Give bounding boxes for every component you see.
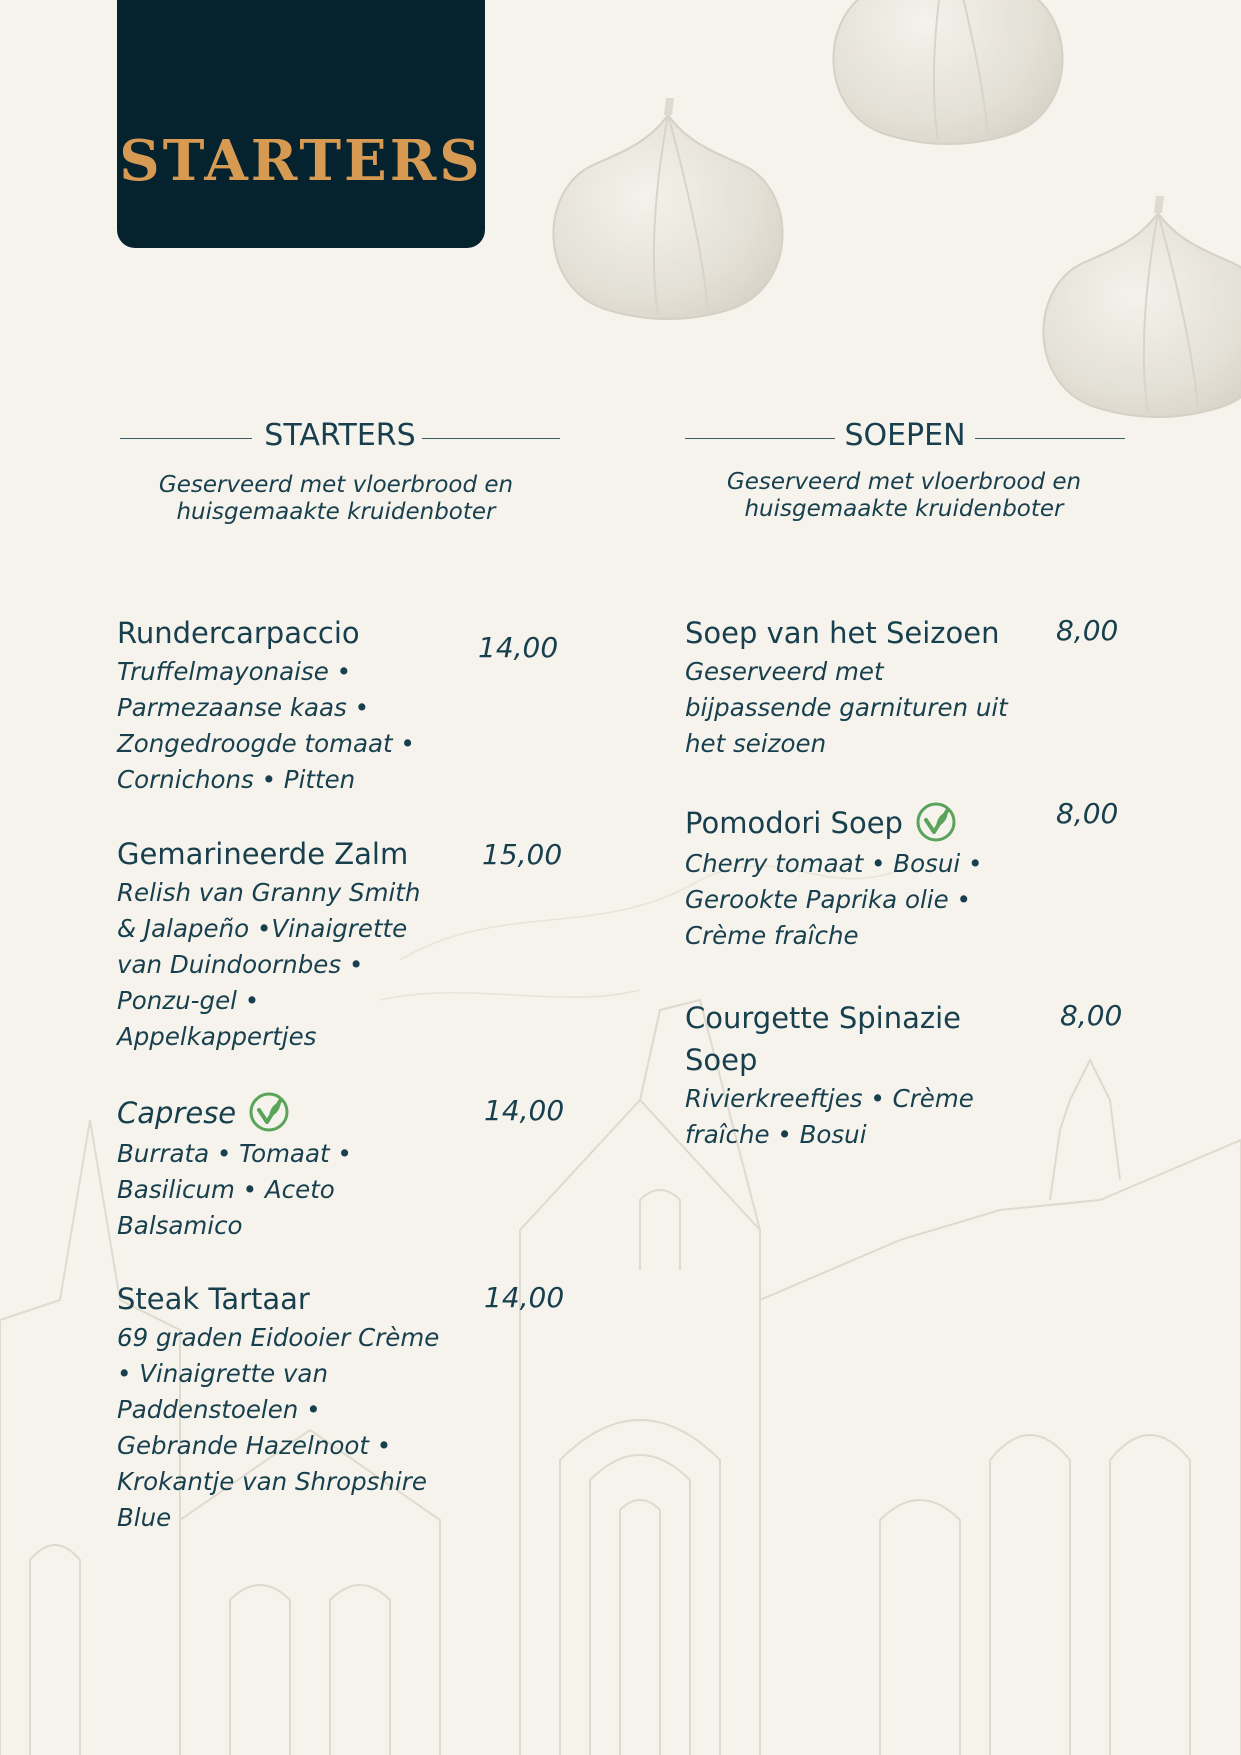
menu-item: [117, 1278, 447, 1536]
item-name: Soep van het Seizoen: [685, 616, 1000, 650]
item-description: Relish van Granny Smith & Jalapeño •Vinaigrette van Duindoornbes • Ponzu-gel • Appelkappertjes: [117, 878, 421, 1051]
leaf-check-icon: [248, 1091, 290, 1133]
item-name: Pomodori Soep: [685, 806, 903, 840]
item-description: 69 graden Eidooier Crème • Vinaigrette van Paddenstoelen • Gebrande Hazelnoot • Krokantje van Shropshire Blue: [117, 1323, 440, 1532]
item-name: Courgette Spinazie Soep: [685, 1001, 961, 1077]
item-description: Geserveerd met bijpassende garnituren uit het seizoen: [685, 657, 1008, 758]
heading-rule-right: [422, 438, 560, 439]
item-description: Truffelmayonaise • Parmezaanse kaas • Zongedroogde tomaat • Cornichons • Pitten: [117, 657, 415, 794]
item-name: Rundercarpaccio: [117, 616, 360, 650]
section-title: STARTERS: [264, 418, 416, 453]
item-price: 8,00: [1056, 614, 1119, 647]
item-name-row: [117, 1092, 447, 1136]
section-title: SOEPEN: [844, 418, 966, 453]
menu-item: [117, 833, 447, 1055]
menu-item: [685, 802, 1015, 954]
section-heading-starters: [120, 418, 560, 458]
item-description: Burrata • Tomaat • Basilicum • Aceto Balsamico: [117, 1139, 352, 1240]
menu-item: [117, 612, 447, 798]
item-price: 14,00: [478, 631, 559, 664]
heading-rule-right: [975, 438, 1125, 439]
garlic-bulb-illustration: [553, 0, 1241, 417]
section-heading-soepen: [685, 418, 1125, 458]
item-price: 15,00: [482, 838, 563, 871]
item-name: Steak Tartaar: [117, 1282, 310, 1316]
item-name: Caprese: [117, 1096, 237, 1130]
item-description: Rivierkreeftjes • Crème fraîche • Bosui: [685, 1084, 974, 1149]
leaf-check-icon: [915, 801, 957, 843]
item-price: 14,00: [484, 1281, 565, 1314]
section-subtitle-starters: Geserveerd met vloerbrood en huisgemaakte kruidenboter: [158, 472, 514, 525]
menu-item: [117, 1092, 447, 1244]
page-title: STARTERS: [119, 128, 483, 194]
menu-item: [685, 997, 1015, 1153]
item-name: Gemarineerde Zalm: [117, 837, 409, 871]
item-price: 8,00: [1060, 999, 1123, 1032]
item-name-row: [685, 802, 1015, 846]
header-banner: [117, 0, 485, 248]
item-description: Cherry tomaat • Bosui • Gerookte Paprika olie • Crème fraîche: [685, 849, 983, 950]
section-subtitle-soepen: Geserveerd met vloerbrood en huisgemaakte kruidenboter: [726, 469, 1082, 522]
menu-item: [685, 612, 1015, 762]
item-price: 14,00: [484, 1094, 565, 1127]
item-price: 8,00: [1056, 797, 1119, 830]
